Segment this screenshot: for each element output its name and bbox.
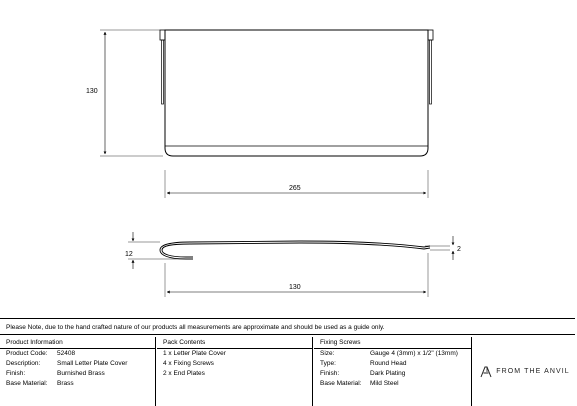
product-information-header: Product Information — [0, 337, 155, 349]
dim-label-front-height: 130 — [86, 88, 98, 95]
base-material-label: Base Material: — [6, 380, 48, 387]
hinge-left-top — [160, 30, 165, 40]
screw-info-row — [314, 359, 471, 369]
pack-contents-panel — [157, 337, 313, 406]
product-code-label: Product Code: — [6, 350, 48, 357]
screw-info-row — [314, 349, 471, 359]
size-label: Size: — [320, 350, 335, 357]
size-value: Gauge 4 (3mm) x 1/2" (13mm) — [370, 350, 458, 357]
pack-item: 1 x Letter Plate Cover — [163, 350, 226, 357]
description-label: Description: — [6, 360, 41, 367]
finish-value: Burnished Brass — [57, 370, 105, 377]
pack-contents-header: Pack Contents — [157, 337, 312, 349]
brand-logo — [473, 337, 577, 406]
screw-info-row — [314, 369, 471, 379]
brand-name: FROM THE ANVIL — [496, 368, 570, 375]
product-information-panel — [0, 337, 156, 406]
dim-front-height — [100, 30, 163, 156]
pack-item: 2 x End Plates — [163, 370, 205, 377]
product-info-row — [0, 359, 155, 369]
dim-label-profile-length: 130 — [289, 284, 301, 291]
hinge-right-top — [428, 30, 433, 40]
product-code-value: 52408 — [57, 350, 76, 357]
fixing-screws-header: Fixing Screws — [314, 337, 471, 349]
finish-label: Finish: — [6, 370, 26, 377]
fixing-screws-panel — [314, 337, 472, 406]
base-material-value: Brass — [57, 380, 74, 387]
dim-label-profile-step: 2 — [457, 246, 461, 253]
anvil-a-logo-icon — [480, 366, 492, 378]
hinge-right-pin — [430, 40, 432, 104]
screw-base-material-label: Base Material: — [320, 380, 362, 387]
info-sheet — [0, 318, 577, 406]
type-value: Round Head — [370, 360, 407, 367]
side-profile — [160, 241, 430, 259]
screw-base-material-value: Mild Steel — [370, 380, 399, 387]
product-info-row — [0, 369, 155, 379]
screw-finish-label: Finish: — [320, 370, 340, 377]
product-info-row — [0, 349, 155, 359]
pack-item: 4 x Fixing Screws — [163, 360, 214, 367]
product-info-row — [0, 379, 155, 389]
type-label: Type: — [320, 360, 336, 367]
screw-info-row — [314, 379, 471, 389]
description-value: Small Letter Plate Cover — [57, 360, 128, 367]
dim-front-width — [165, 170, 428, 198]
hinge-left-pin — [162, 40, 164, 104]
measurement-note: Please Note, due to the hand crafted nature of our products all measurements are approximate and should be used as a guide only. — [0, 318, 575, 335]
screw-finish-value: Dark Plating — [370, 370, 406, 377]
dim-profile-height — [128, 232, 186, 269]
dim-label-front-width: 265 — [289, 185, 301, 192]
front-view — [160, 30, 433, 156]
plate-outline — [165, 30, 428, 156]
dim-label-profile-height: 12 — [125, 251, 133, 258]
